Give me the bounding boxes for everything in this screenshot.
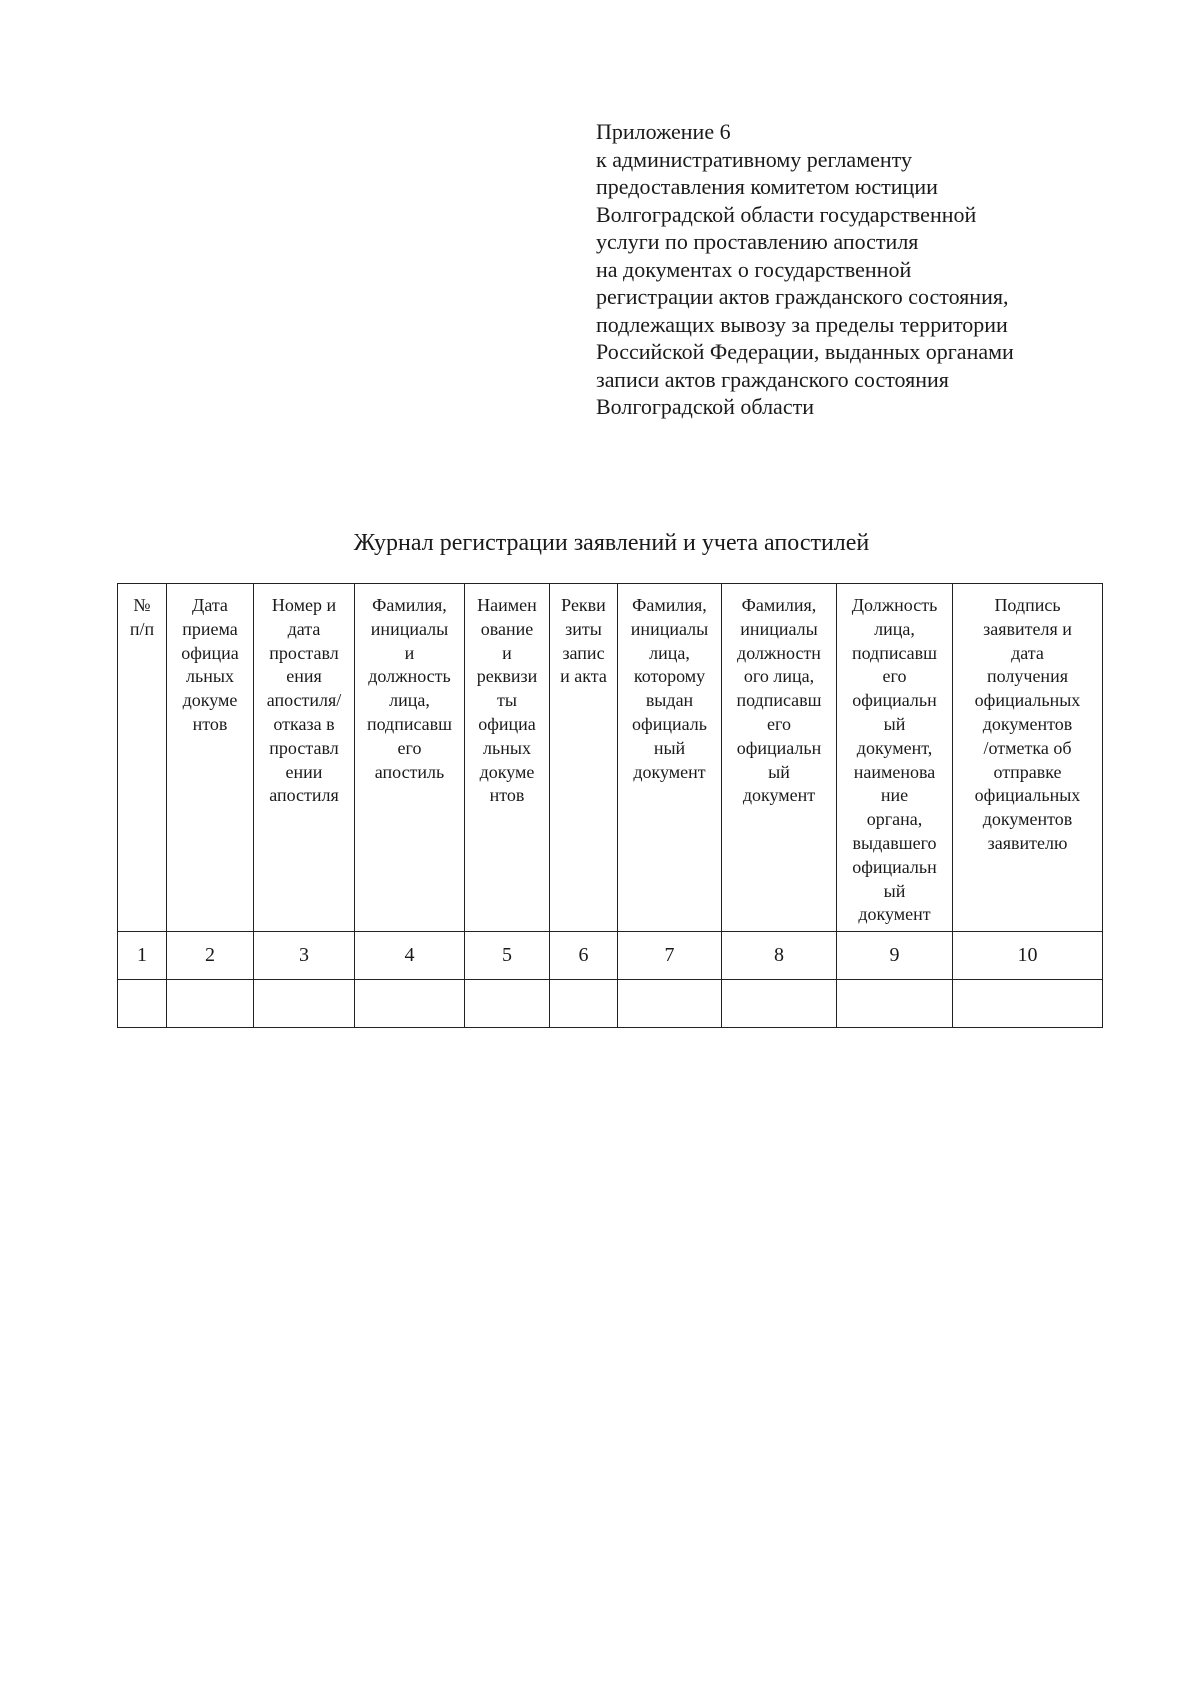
header-cell-receipt-date: Дата приема официа льных докуме нтов [167, 584, 254, 932]
empty-cell [465, 980, 550, 1028]
appendix-header [596, 118, 1116, 421]
column-number-row [118, 932, 1103, 980]
appendix-line: услуги по проставлению апостиля [596, 229, 919, 254]
empty-cell [953, 980, 1103, 1028]
appendix-line: к административному регламенту [596, 146, 912, 172]
appendix-line: Приложение 6 [596, 119, 731, 144]
empty-cell [722, 980, 837, 1028]
header-cell-index: № п/п [118, 584, 167, 932]
empty-cell [167, 980, 254, 1028]
column-number-cell: 3 [254, 932, 355, 980]
header-cell-signer-position: Должность лица, подписавш его официальн ый документ, наименова ние органа, выдавшего официальн ый документ [837, 584, 953, 932]
appendix-line: предоставления комитетом юстиции [596, 174, 938, 199]
journal-title: Журнал регистрации заявлений и учета апостилей [353, 530, 870, 556]
header-cell-applicant-signature: Подпись заявителя и дата получения официальных документов /отметка об отправке официальных документов заявителю [953, 584, 1103, 932]
column-number-cell: 9 [837, 932, 953, 980]
empty-cell [618, 980, 722, 1028]
empty-entry-row [118, 980, 1103, 1028]
appendix-line: записи актов гражданского состояния [596, 366, 949, 392]
appendix-line: регистрации актов гражданского состояния, [596, 284, 1009, 309]
appendix-line: Волгоградской области государственной [596, 201, 977, 227]
appendix-line: на документах о государственной [596, 256, 912, 282]
journal-table [117, 583, 1103, 1028]
column-number-cell: 4 [355, 932, 465, 980]
column-number-cell: 2 [167, 932, 254, 980]
header-cell-apostille-signer: Фамилия, инициалы и должность лица, подписавш его апостиль [355, 584, 465, 932]
empty-cell [118, 980, 167, 1028]
column-number-cell: 10 [953, 932, 1103, 980]
appendix-line: Российской Федерации, выданных органами [596, 339, 1014, 364]
column-number-cell: 1 [118, 932, 167, 980]
table-header-row [118, 584, 1103, 932]
empty-cell [837, 980, 953, 1028]
appendix-line: Волгоградской области [596, 394, 814, 419]
empty-cell [254, 980, 355, 1028]
header-cell-recipient: Фамилия, инициалы лица, которому выдан официаль ный документ [618, 584, 722, 932]
column-number-cell: 8 [722, 932, 837, 980]
empty-cell [355, 980, 465, 1028]
column-number-cell: 5 [465, 932, 550, 980]
header-cell-document-signer: Фамилия, инициалы должностн ого лица, подписавш его официальн ый документ [722, 584, 837, 932]
header-cell-record-details: Рекви зиты запис и акта [550, 584, 618, 932]
column-number-cell: 6 [550, 932, 618, 980]
column-number-cell: 7 [618, 932, 722, 980]
header-cell-apostille-number: Номер и дата проставл ения апостиля/ отказа в проставл ении апостиля [254, 584, 355, 932]
empty-cell [550, 980, 618, 1028]
appendix-line: подлежащих вывозу за пределы территории [596, 311, 1008, 337]
header-cell-document-name: Наимен ование и реквизи ты официа льных докуме нтов [465, 584, 550, 932]
